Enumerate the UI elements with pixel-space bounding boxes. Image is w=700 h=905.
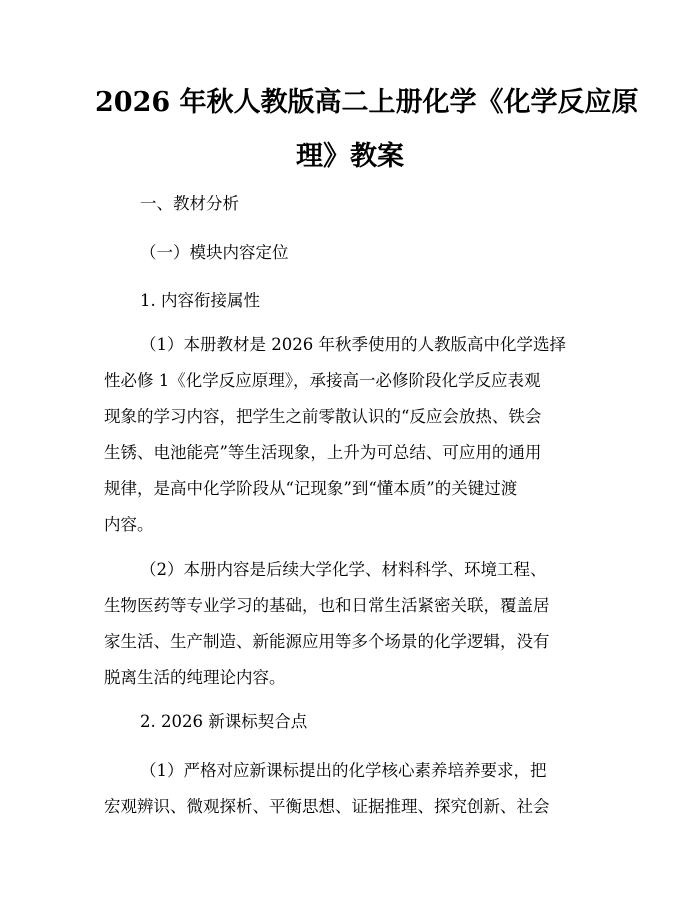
paragraph-line: （2）本册内容是后续大学化学、材料科学、环境工程、 (140, 560, 547, 579)
paragraph-line: 脱离生活的纯理论内容。 (104, 668, 286, 687)
paragraph-line: 宏观辨识、微观探析、平衡思想、证据推理、探究创新、社会 (104, 797, 550, 816)
paragraph-2 (104, 552, 602, 696)
paragraph-3 (104, 753, 602, 825)
paragraph-line: 生锈、电池能亮”等生活现象，上升为可总结、可应用的通用 (104, 443, 542, 462)
title-line-2: 理》教案 (296, 141, 404, 172)
subsection-heading: （一）模块内容定位 (140, 243, 289, 262)
item-heading-2: 2. 2026 新课标契合点 (140, 712, 308, 731)
paragraph-line: 家生活、生产制造、新能源应用等多个场景的化学逻辑，没有 (104, 632, 550, 651)
section-heading: 一、教材分析 (140, 194, 239, 213)
paragraph-line: 规律，是高中化学阶段从“记现象”到“懂本质”的关键过渡 (104, 479, 518, 498)
paragraph-1 (104, 327, 602, 543)
paragraph-line: 内容。 (104, 515, 154, 534)
item-heading-1: 1. 内容衔接属性 (140, 291, 260, 310)
paragraph-line: （1）本册教材是 2026 年秋季使用的人教版高中化学选择 (140, 335, 566, 354)
paragraph-line: 生物医药等专业学习的基础，也和日常生活紧密关联，覆盖居 (104, 596, 550, 615)
title-line-1: 2026 年秋人教版高二上册化学《化学反应原 (95, 87, 639, 118)
paragraph-line: （1）严格对应新课标提出的化学核心素养培养要求，把 (140, 761, 547, 780)
paragraph-line: 性必修 1《化学反应原理》，承接高一必修阶段化学反应表观 (104, 371, 541, 390)
paragraph-line: 现象的学习内容，把学生之前零散认识的“反应会放热、铁会 (104, 407, 542, 426)
document-title (95, 76, 639, 184)
